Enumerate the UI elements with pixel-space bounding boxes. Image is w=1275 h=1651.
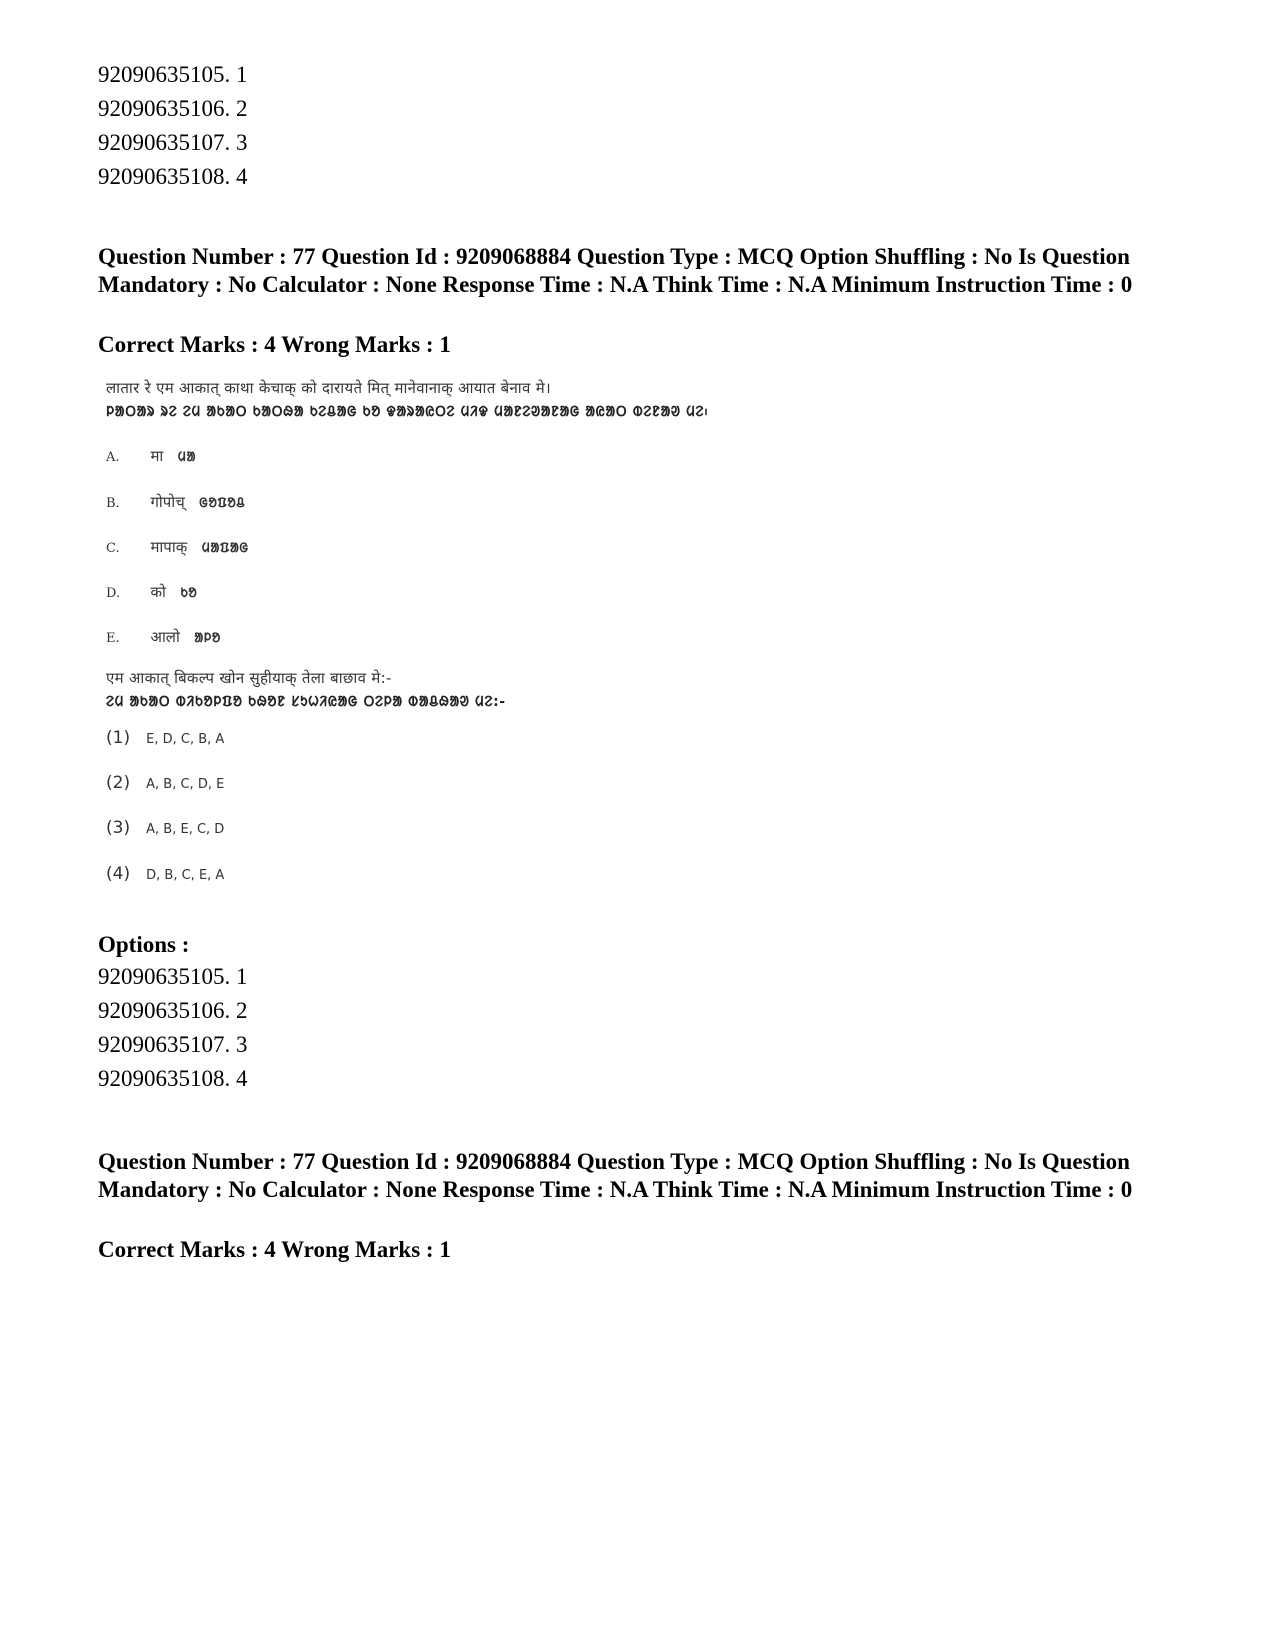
choice-number: (2) [106, 773, 131, 793]
option-line: 92090635105. 1 [98, 964, 248, 989]
question-image [106, 378, 806, 918]
choice-number: (4) [106, 864, 131, 884]
previous-options-list [98, 58, 248, 194]
choice-item [106, 864, 224, 884]
choice-text: A, B, C, D, E [146, 777, 225, 792]
options-list [98, 960, 248, 1096]
options-heading: Options : [98, 932, 190, 957]
question-marks: Correct Marks : 4 Wrong Marks : 1 [98, 1237, 451, 1262]
answer-item [106, 492, 245, 512]
item-letter: D. [106, 586, 121, 601]
question-marks: Correct Marks : 4 Wrong Marks : 1 [98, 332, 451, 357]
question-meta: Question Number : 77 Question Id : 9209068884 Question Type : MCQ Option Shuffling : No Is Question Mandatory : No Calculator : None Response Time : N.A Think Time : N.A Minimum Instruction Time : 0 [98, 244, 1133, 297]
option-line: 92090635106. 2 [98, 998, 248, 1023]
option-line: 92090635107. 3 [98, 130, 248, 155]
item-devanagari: को [150, 583, 166, 601]
choice-item [106, 728, 224, 748]
answer-item [106, 446, 196, 466]
choice-text: A, B, E, C, D [146, 822, 225, 837]
choice-item [106, 773, 224, 793]
choice-text: D, B, C, E, A [146, 868, 225, 883]
question-stem-devanagari: लातार रे एम आकात् काथा केचाक् को दारायते मित् मानेवानाक् आयात बेनाव मे। [106, 379, 551, 397]
answer-item [106, 627, 221, 647]
item-devanagari: गोपोच् [150, 493, 185, 511]
item-letter: C. [106, 541, 120, 556]
choice-number: (1) [106, 728, 131, 748]
option-line: 92090635107. 3 [98, 1032, 248, 1057]
instruction-devanagari: एम आकात् बिकल्प खोन सुहीयाक् तेला बाछाव मे:- [106, 669, 392, 687]
instruction-olchiki: ᱮᱢ ᱟᱠᱟᱛ ᱵᱤᱠᱚᱞᱯᱚ ᱠᱷᱚᱱ ᱥᱩᱦᱤᱭᱟᱜ ᱛᱮᱞᱟ ᱵᱟᱪᱷᱟᱣ ᱢᱮ:- [106, 694, 506, 710]
option-line: 92090635106. 2 [98, 96, 248, 121]
item-olchiki: ᱢᱟᱯᱟᱜ [201, 541, 249, 556]
choice-text: E, D, C, B, A [146, 732, 225, 747]
item-devanagari: मा [150, 447, 164, 465]
question-stem-olchiki: ᱞᱟᱛᱟᱨ ᱨᱮ ᱮᱢ ᱟᱠᱟᱛ ᱠᱟᱛᱷᱟ ᱠᱮᱪᱟᱜ ᱠᱚ ᱫᱟᱨᱟᱭᱛᱮ ᱢᱤᱫ ᱢᱟᱱᱮᱣᱟᱱᱟᱜ ᱟᱭᱟᱛ ᱵᱮᱱᱟᱣ ᱢᱮ᱾ [106, 404, 709, 420]
item-devanagari: आलो [150, 628, 180, 646]
item-olchiki: ᱜᱚᱯᱚᱪ [199, 496, 246, 511]
answer-item [106, 537, 249, 557]
item-devanagari: मापाक् [150, 538, 188, 556]
choice-number: (3) [106, 818, 131, 838]
item-letter: B. [106, 496, 120, 511]
item-olchiki: ᱢᱟ [177, 450, 196, 465]
answer-item [106, 582, 197, 602]
item-letter: A. [106, 450, 120, 465]
item-letter: E. [106, 631, 120, 646]
question-meta: Question Number : 77 Question Id : 9209068884 Question Type : MCQ Option Shuffling : No Is Question Mandatory : No Calculator : None Response Time : N.A Think Time : N.A Minimum Instruction Time : 0 [98, 1149, 1133, 1202]
option-line: 92090635108. 4 [98, 1066, 248, 1091]
option-line: 92090635108. 4 [98, 164, 248, 189]
item-olchiki: ᱠᱚ [180, 586, 198, 601]
choice-item [106, 818, 224, 838]
item-olchiki: ᱟᱞᱚ [194, 631, 221, 646]
option-line: 92090635105. 1 [98, 62, 248, 87]
